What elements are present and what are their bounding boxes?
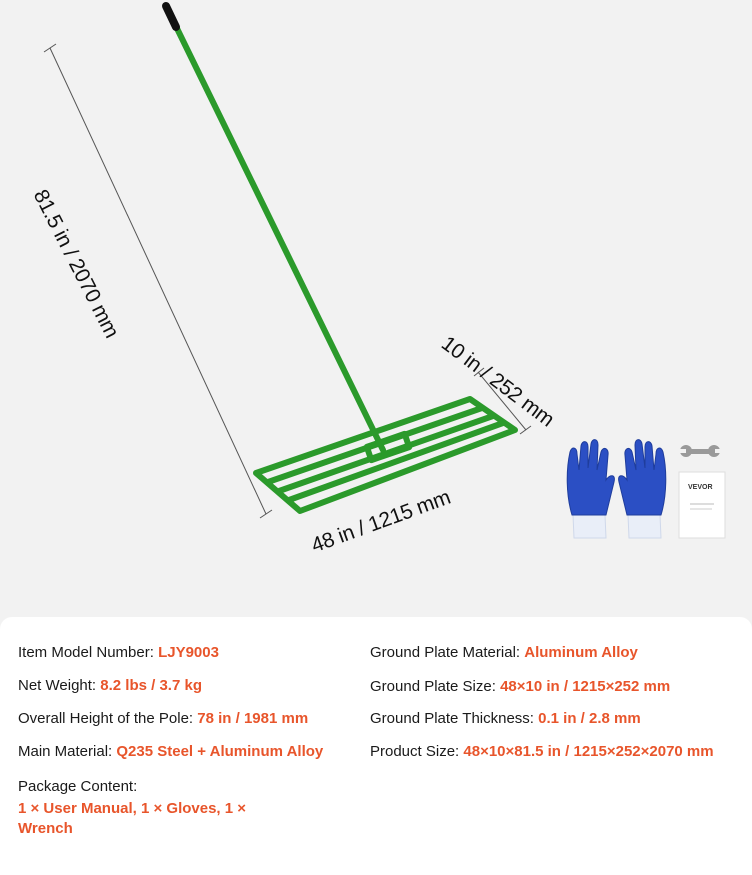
spec-label: Item Model Number: — [18, 644, 154, 661]
spec-package-value: 1 × User Manual, 1 × Gloves, 1 × Wrench — [18, 800, 247, 837]
spec-label: Ground Plate Thickness: — [370, 710, 534, 727]
rake-frame — [256, 399, 515, 511]
spec-value: 78 in / 1981 mm — [197, 710, 309, 727]
width-dimension-label: 48 in / 1215 mm — [308, 485, 454, 558]
spec-plate-material — [370, 644, 638, 661]
spec-value: 48×10×81.5 in / 1215×252×2070 mm — [463, 743, 714, 760]
spec-value: 48×10 in / 1215×252 mm — [500, 678, 671, 695]
spec-label: Ground Plate Size: — [370, 678, 496, 695]
spec-plate-thickness — [370, 710, 641, 727]
spec-label: Net Weight: — [18, 677, 97, 694]
spec-package-label — [18, 778, 137, 795]
spec-main-material — [18, 743, 323, 760]
manual-brand-logo: VEVOR — [688, 484, 713, 491]
spec-model — [18, 644, 219, 661]
left-glove — [567, 440, 614, 538]
spec-product-size — [370, 743, 714, 760]
spec-label: Package Content: — [18, 778, 138, 795]
right-glove — [619, 440, 666, 538]
rake-pole — [166, 6, 383, 450]
specifications-panel — [0, 617, 752, 875]
spec-value: 0.1 in / 2.8 mm — [538, 710, 641, 727]
height-dimension-label: 81.5 in / 2070 mm — [28, 185, 124, 342]
spec-label: Ground Plate Material: — [370, 644, 521, 661]
spec-value: Aluminum Alloy — [524, 644, 638, 661]
dimension-lines — [44, 44, 531, 518]
spec-value: Q235 Steel + Aluminum Alloy — [116, 743, 324, 760]
spec-label: Overall Height of the Pole: — [18, 710, 194, 727]
spec-label: Product Size: — [370, 743, 460, 760]
spec-value: LJY9003 — [158, 644, 219, 661]
wrench-icon — [680, 445, 721, 457]
spec-value: 8.2 lbs / 3.7 kg — [100, 677, 202, 694]
gloves-icon — [567, 440, 666, 538]
spec-net-weight — [18, 677, 202, 694]
spec-plate-size — [370, 678, 670, 695]
spec-pole-height — [18, 710, 308, 727]
spec-label: Main Material: — [18, 743, 113, 760]
user-manual-icon — [679, 472, 725, 538]
depth-dimension-label: 10 in / 252 mm — [436, 331, 559, 432]
